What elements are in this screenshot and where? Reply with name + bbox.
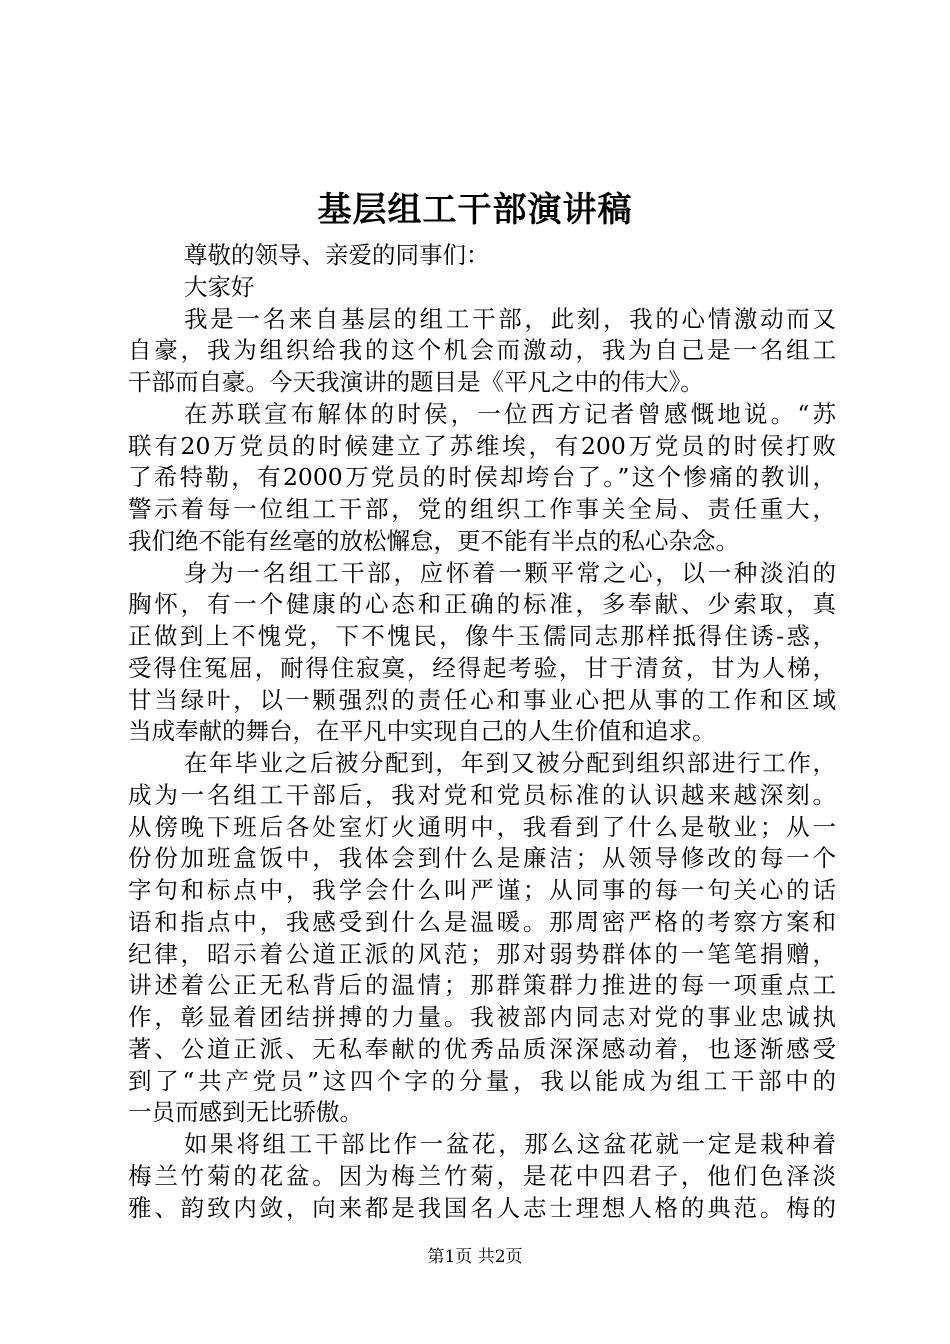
paragraph-line: 字句和标点中，我学会什么叫严谨；从同事的每一句关心的话 (128, 876, 836, 904)
paragraph-line: 雅、韵致内敛，向来都是我国名人志士理想人格的典范。梅的 (128, 1193, 836, 1222)
paragraph-line: 在苏联宣布解体的时侯，一位西方记者曾感慨地说。“苏 (184, 399, 836, 428)
paragraph-line: 正做到上不愧党，下不愧民，像牛玉儒同志那样抵得住诱-惑， (128, 622, 836, 650)
paragraph-line: 当成奉献的舞台，在平凡中实现自己的人生价值和追求。 (128, 717, 716, 746)
paragraph-line: 身为一名组工干部，应怀着一颗平常之心，以一种淡泊的 (184, 558, 836, 587)
greeting-line: 大家好 (184, 272, 255, 301)
paragraph-line: 受得住冤屈，耐得住寂寞，经得起考验，甘于清贫，甘为人梯， (128, 653, 836, 682)
paragraph-line: 到了“共产党员”这四个字的分量，我以能成为组工干部中的 (128, 1066, 836, 1095)
document-body (128, 240, 836, 1224)
paragraph-line: 甘当绿叶，以一颗强烈的责任心和事业心把从事的工作和区域 (128, 685, 836, 714)
paragraph-line: 语和指点中，我感受到什么是温暖。那周密严格的考察方案和 (128, 907, 836, 936)
salutation-line: 尊敬的领导、亲爱的同事们： (184, 241, 490, 269)
paragraph-line: 梅兰竹菊的花盆。因为梅兰竹菊，是花中四君子，他们色泽淡 (128, 1161, 836, 1190)
paragraph-line: 我是一名来自基层的组工干部，此刻，我的心情激动而又 (184, 304, 836, 333)
paragraph-line: 作，彰显着团结拼搏的力量。我被部内同志对党的事业忠诚执 (128, 1003, 836, 1031)
paragraph-line: 著、公道正派、无私奉献的优秀品质深深感动着，也逐渐感受 (128, 1034, 836, 1063)
page-footer: 第1页 共2页 (427, 1247, 523, 1267)
paragraph-line: 从傍晚下班后各处室灯火通明中，我看到了什么是敬业；从一 (128, 812, 836, 841)
paragraph-line: 纪律，昭示着公道正派的风范；那对弱势群体的一笔笔捐赠， (128, 939, 836, 968)
paragraph-line: 在年毕业之后被分配到，年到又被分配到组织部进行工作， (184, 749, 836, 777)
paragraph-line: 自豪，我为组织给我的这个机会而激动，我为自己是一名组工 (128, 336, 836, 365)
paragraph-line: 了希特勒，有2000万党员的时侯却垮台了。”这个惨痛的教训， (128, 463, 836, 492)
paragraph-line: 一员而感到无比骄傲。 (128, 1098, 363, 1127)
paragraph-line: 联有20万党员的时候建立了苏维埃，有200万党员的时侯打败 (128, 431, 836, 460)
document-title: 基层组工干部演讲稿 (317, 190, 633, 230)
paragraph-line: 干部而自豪。今天我演讲的题目是《平凡之中的伟大》。 (128, 368, 704, 396)
paragraph-line: 讲述着公正无私背后的温情；那群策群力推进的每一项重点工 (128, 971, 836, 1000)
paragraph-line: 成为一名组工干部后，我对党和党员标准的认识越来越深刻。 (128, 780, 836, 809)
paragraph-line: 如果将组工干部比作一盆花，那么这盆花就一定是栽种着 (184, 1130, 836, 1158)
paragraph-line: 我们绝不能有丝毫的放松懈怠，更不能有半点的私心杂念。 (128, 526, 739, 555)
paragraph-line: 警示着每一位组工干部，党的组织工作事关全局、责任重大， (128, 495, 836, 523)
paragraph-line: 胸怀，有一个健康的心态和正确的标准，多奉献、少索取，真 (128, 590, 836, 619)
paragraph-line: 份份加班盒饭中，我体会到什么是廉洁；从领导修改的每一个 (128, 844, 836, 873)
